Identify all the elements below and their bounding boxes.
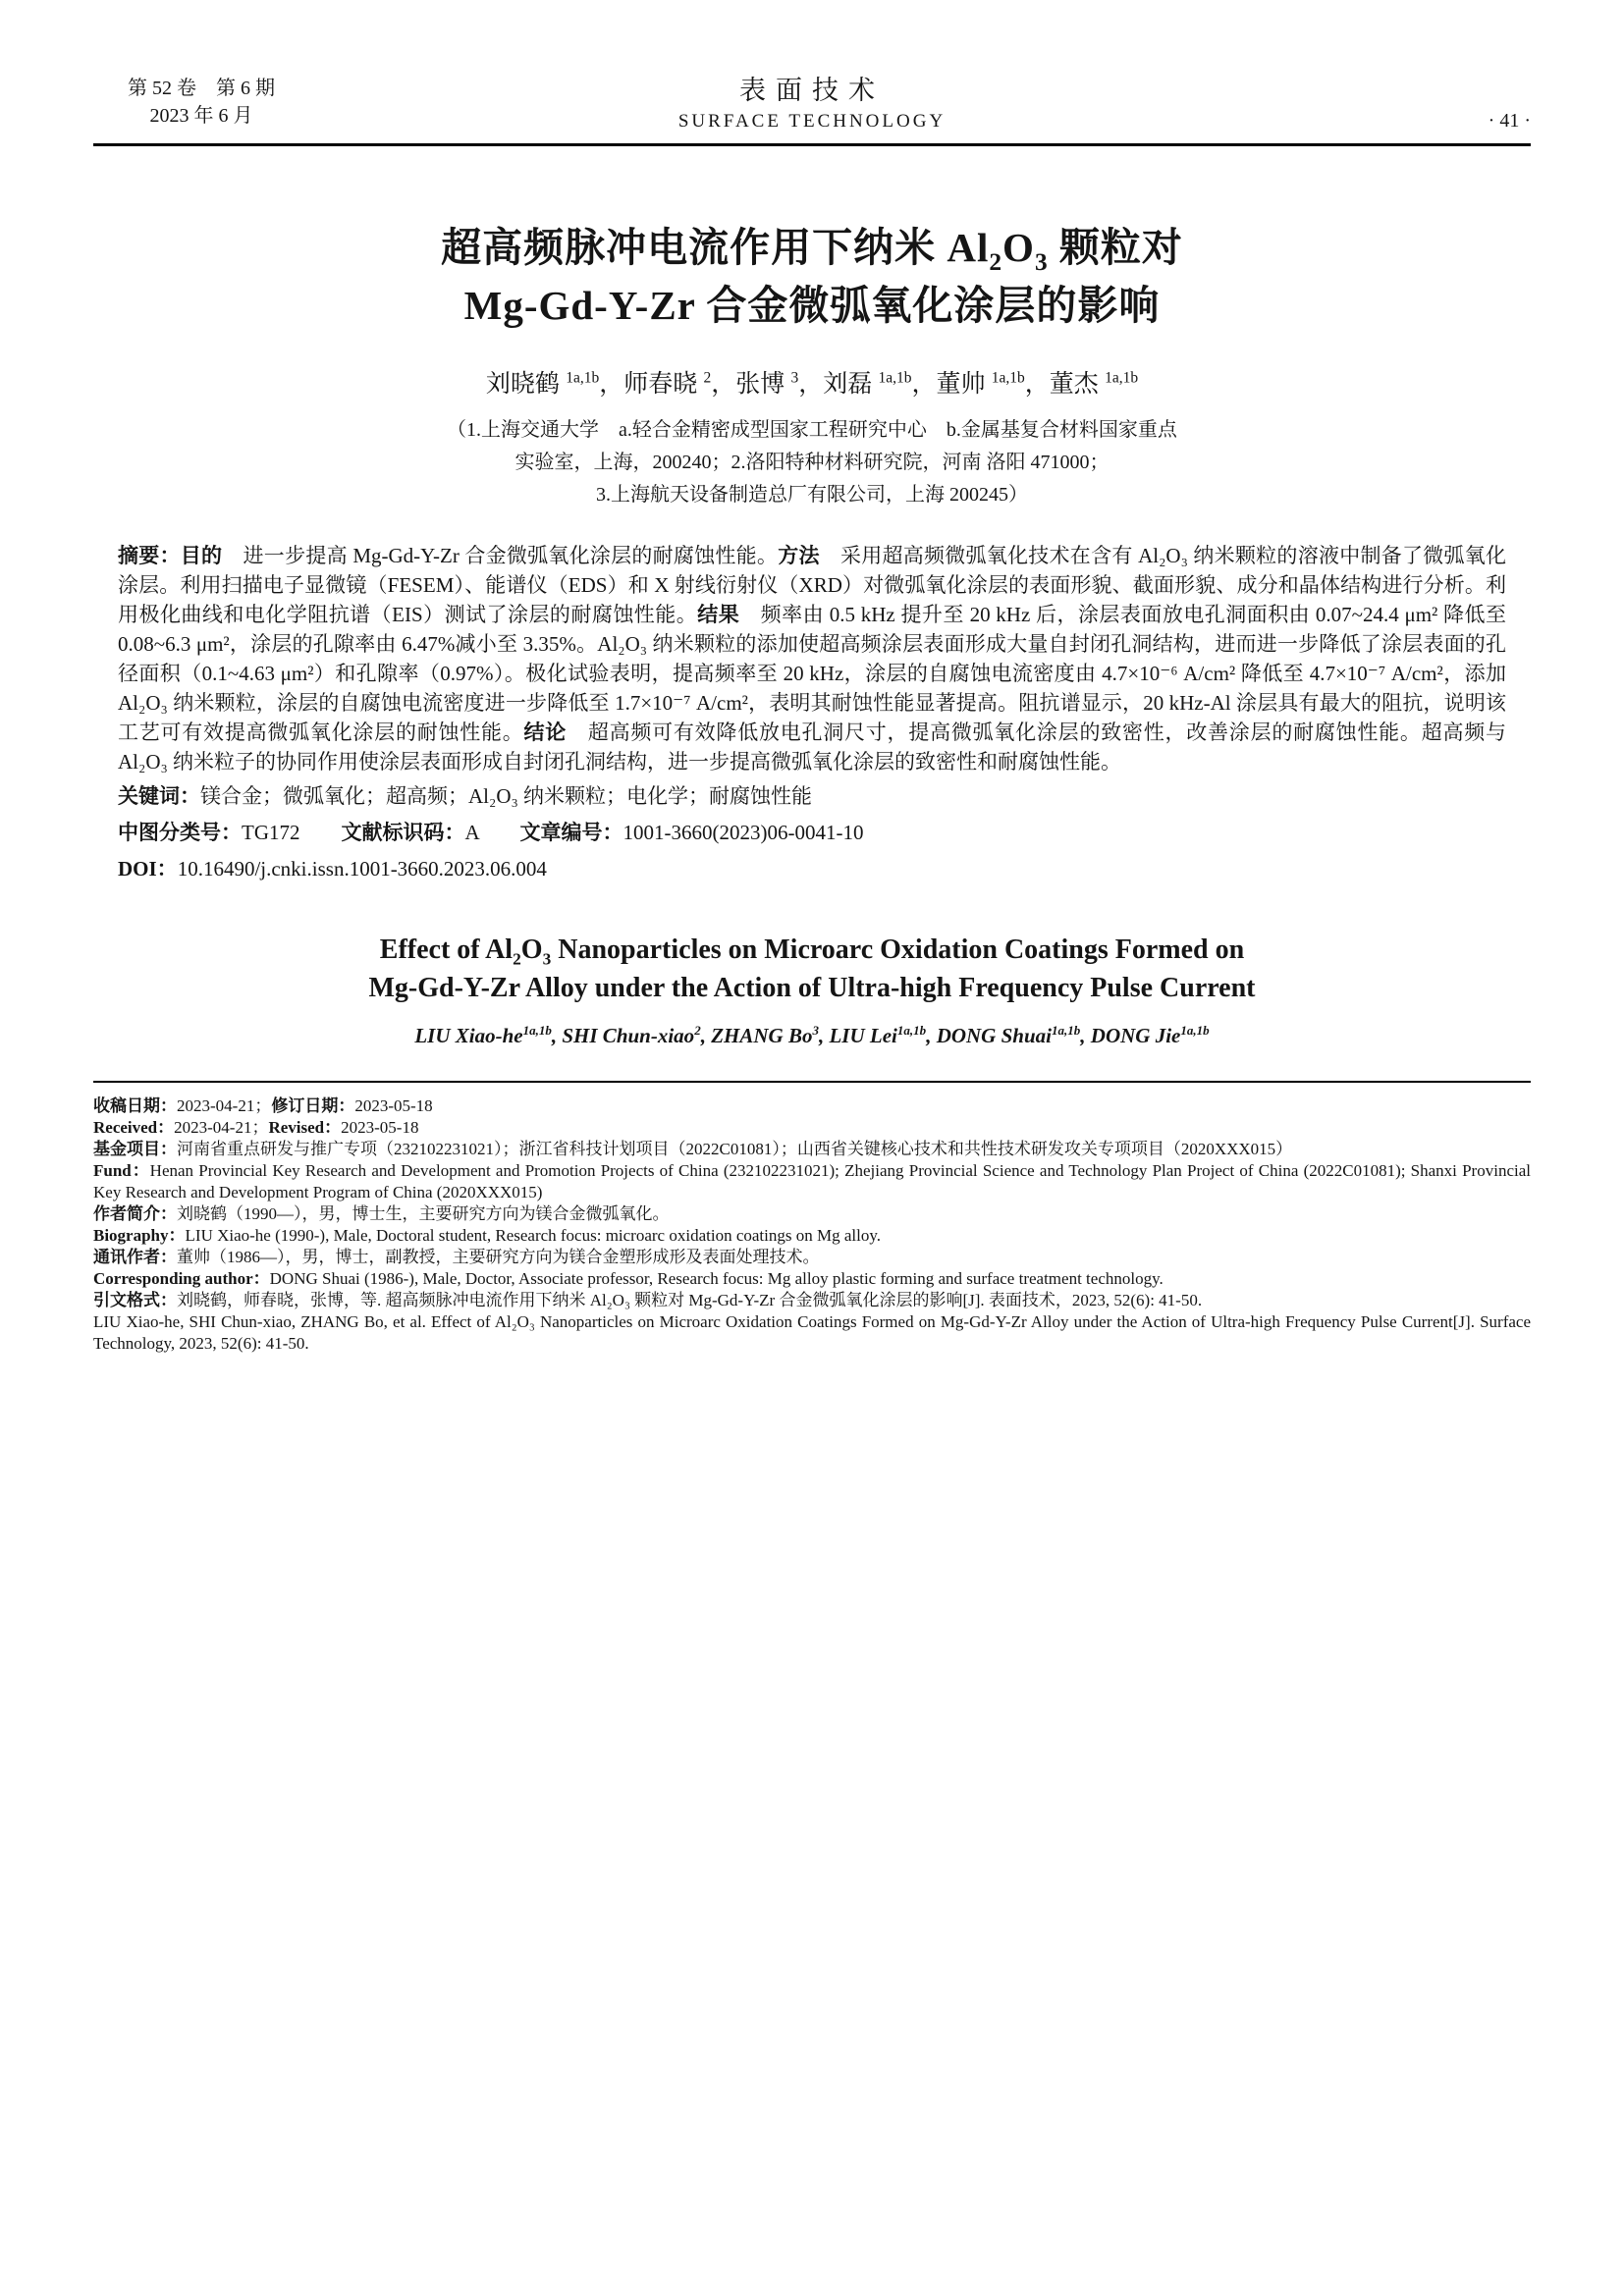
footnote-received-cn: 收稿日期：2023-04-21；修订日期：2023-05-18 bbox=[93, 1096, 433, 1115]
volume-issue: 第 52 卷 第 6 期 bbox=[128, 78, 275, 99]
footnote-received-en: Received：2023-04-21；Revised：2023-05-18 bbox=[93, 1118, 419, 1137]
footnote-corresponding-en: Corresponding author：DONG Shuai (1986-), Male, Doctor, Associate professor, Research focus: Mg alloy plastic forming and surface treatment technology. bbox=[93, 1269, 1164, 1288]
issue-date: 2023 年 6 月 bbox=[149, 105, 253, 127]
article-title-cn-line2: Mg-Gd-Y-Zr 合金微弧氧化涂层的影响 bbox=[463, 283, 1161, 328]
affiliation-line2: 实验室，上海，200240；2.洛阳特种材料研究院，河南 洛阳 471000； bbox=[514, 452, 1110, 473]
keywords-line: 关键词：镁合金；微弧氧化；超高频；Al₂O₃ 纳米颗粒；电化学；耐腐蚀性能 bbox=[118, 784, 813, 808]
article-title-cn bbox=[0, 219, 1624, 335]
doi-line: DOI：10.16490/j.cnki.issn.1001-3660.2023.06.004 bbox=[118, 857, 547, 881]
journal-title-cn: 表面技术 bbox=[739, 76, 885, 105]
header-center bbox=[309, 75, 1315, 134]
footnote-biography-en: Biography：LIU Xiao-he (1990-), Male, Doctoral student, Research focus: microarc oxidation coatings on Mg alloy. bbox=[93, 1226, 881, 1245]
footnotes-block bbox=[93, 1095, 1531, 1355]
footnote-fund-cn: 基金项目：河南省重点研发与推广专项（232102231021）；浙江省科技计划项目（2022C01081）；山西省关键核心技术和共性技术研发攻关专项项目（2020XXX015） bbox=[93, 1140, 1293, 1158]
header-rule bbox=[93, 143, 1531, 146]
footnote-fund-en: Fund：Henan Provincial Key Research and Development and Promotion Projects of China (232102231021); Zhejiang Provincial Science and Technology Plan Project of China (2022C01081); Shanxi Provincial Key Research and Development Program of China (2020XXX015) bbox=[93, 1161, 1531, 1201]
footnote-citation-en: LIU Xiao-he, SHI Chun-xiao, ZHANG Bo, et al. Effect of Al₂O₃ Nanoparticles on Microarc Oxidation Coatings Formed on Mg-Gd-Y-Zr Alloy under the Action of Ultra-high Frequency Pulse Current[J]. Surface Technology, 2023, 52(6): 41-50. bbox=[93, 1312, 1531, 1353]
footnote-corresponding-cn: 通讯作者：董帅（1986—），男，博士，副教授，主要研究方向为镁合金塑形成形及表面处理技术。 bbox=[93, 1248, 820, 1266]
journal-header bbox=[93, 0, 1531, 134]
authors-cn: 刘晓鹤 $^{1a,1b}$，师春晓 $^2$，张博 $^3$，刘磊 $^{1a,1b}$，董帅 $^{1a,1b}$，董杰 $^{1a,1b}$ bbox=[485, 369, 1139, 398]
journal-title-en: SURFACE TECHNOLOGY bbox=[677, 111, 947, 132]
article-title-en-line1: Effect of $Al_2O_3$ Nanoparticles on Microarc Oxidation Coatings Formed on bbox=[379, 934, 1245, 969]
page-number: · 41 · bbox=[1488, 110, 1531, 132]
affiliation-line3: 3.上海航天设备制造总厂有限公司，上海 200245） bbox=[596, 484, 1028, 506]
article-title-cn-line1: 超高频脉冲电流作用下纳米 $Al_2O_3$ 颗粒对 bbox=[441, 225, 1183, 277]
footnote-biography-cn: 作者简介：刘晓鹤（1990—），男，博士生，主要研究方向为镁合金微弧氧化。 bbox=[93, 1204, 670, 1223]
authors-en: LIU Xiao-$he^{1a,1b}$, SHI Chun-xiao$^2$, ZHANG Bo$^3$, LIU Lei$^{1a,1b}$, DONG Shuai$^{1a,1b}$, DONG Jie$^{1a,1b}$ bbox=[414, 1023, 1210, 1047]
abstract-paragraph: 摘要：目的 进一步提高 Mg-Gd-Y-Zr 合金微弧氧化涂层的耐腐蚀性能。方法 采用超高频微弧氧化技术在含有 Al₂O₃ 纳米颗粒的溶液中制备了微弧氧化涂层。利用扫描电子显微镜（FESEM）、能谱仪（EDS）和 X 射线衍射仪（XRD）对微弧氧化涂层的表面形貌、截面形貌、成分和晶体结构进行分析。利用极化曲线和电化学阻抗谱（EIS）测试了涂层的耐腐蚀性能。结果 频率由 0.5 kHz 提升至 20 kHz 后，涂层表面放电孔洞面积由 0.07~24.4 μm² 降低至 0.08~6.3 μm²，涂层的孔隙率由 6.47%减小至 3.35%。Al₂O₃ 纳米颗粒的添加使超高频涂层表面形成大量自封闭孔洞结构，进而进一步降低了涂层表面的孔径面积（0.1~4.63 μm²）和孔隙率（0.97%）。极化试验表明，提高频率至 20 kHz，涂层的自腐蚀电流密度由 4.7×10⁻⁶ A/cm² 降低至 4.7×10⁻⁷ A/cm²，添加 Al₂O₃ 纳米颗粒，涂层的自腐蚀电流密度进一步降低至 1.7×10⁻⁷ A/cm²，表明其耐蚀性能显著提高。阻抗谱显示，20 kHz-Al 涂层具有最大的阻抗，说明该工艺可有效提高微弧氧化涂层的耐蚀性能。结论 超高频可有效降低放电孔洞尺寸，提高微弧氧化涂层的致密性，改善涂层的耐腐蚀性能。超高频与 Al₂O₃ 纳米粒子的协同作用使涂层表面形成自封闭孔洞结构，进一步提高微弧氧化涂层的致密性和耐腐蚀性能。 bbox=[118, 544, 1507, 774]
article-title-en-line2: Mg-Gd-Y-Zr Alloy under the Action of Ultra-high Frequency Pulse Current bbox=[368, 973, 1256, 1003]
clc-line: 中图分类号：TG172 文献标识码：A 文章编号：1001-3660(2023)06-0041-10 bbox=[118, 821, 864, 844]
affiliations bbox=[0, 414, 1624, 511]
affiliation-line1: （1.上海交通大学 a.轻合金精密成型国家工程研究中心 b.金属基复合材料国家重点 bbox=[447, 419, 1177, 441]
article-title-en bbox=[0, 931, 1624, 1007]
footnote-citation-cn: 引文格式：刘晓鹤，师春晓，张博，等. 超高频脉冲电流作用下纳米 Al₂O₃ 颗粒对 Mg-Gd-Y-Zr 合金微弧氧化涂层的影响[J]. 表面技术，2023, 52(6): 41-50. bbox=[93, 1291, 1203, 1309]
footnote-rule bbox=[93, 1081, 1531, 1083]
header-left bbox=[93, 75, 309, 130]
